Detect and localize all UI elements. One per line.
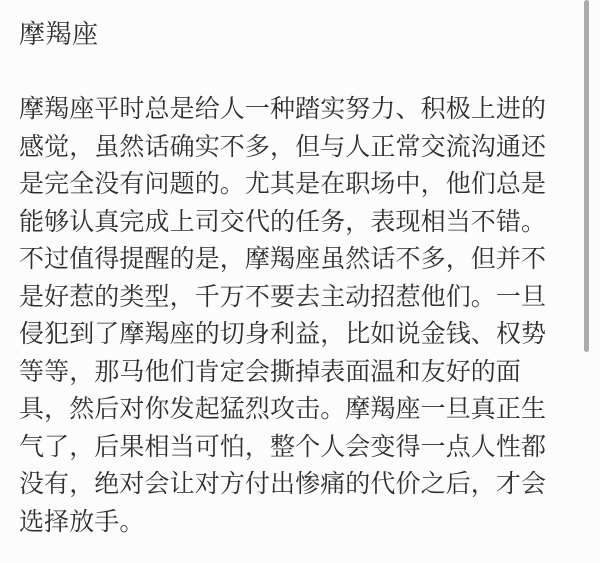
scrollbar-thumb[interactable] [584,0,589,352]
paragraph-line: 没有，绝对会让对方付出惨痛的代价之后，才会 [19,470,547,498]
article-paragraph [19,91,564,541]
paragraph-line: 侵犯到了摩羯座的切身利益，比如说金钱、权势 [19,320,547,348]
paragraph-line: 不过值得提醒的是，摩羯座虽然话不多，但并不 [19,245,547,273]
paragraph-line: 选择放手。 [19,507,145,536]
paragraph-line: 是完全没有问题的。尤其是在职场中，他们总是 [19,170,547,198]
paragraph-line: 具，然后对你发起猛烈攻击。摩羯座一旦真正生 [19,395,547,423]
paragraph-line: 是好惹的类型，千万不要去主动招惹他们。一旦 [19,282,547,311]
paragraph-line: 摩羯座平时总是给人一种踏实努力、积极上进的 [19,95,547,123]
paragraph-line: 气了，后果相当可怕，整个人会变得一点人性都 [19,432,547,461]
article-title: 摩羯座 [19,19,99,49]
paragraph-line: 等等，那马他们肯定会撕掉表面温和友好的面 [19,357,522,386]
paragraph-line: 能够认真完成上司交代的任务，表现相当不错。 [19,207,547,236]
paragraph-line: 感觉，虽然话确实不多，但与人正常交流沟通还 [19,132,547,161]
